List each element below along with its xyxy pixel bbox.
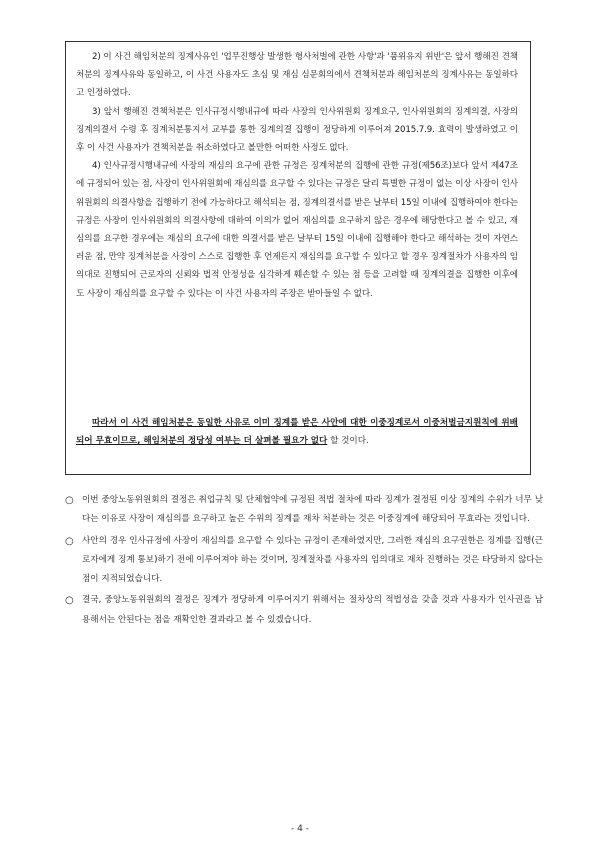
case-summary-box <box>65 41 531 475</box>
circle-bullet-icon: ○ <box>65 535 74 547</box>
bullet-text-1: 이번 중앙노동위원회의 결정은 취업규칙 및 단체협약에 규정된 적법 절차에 따라 징계가 결정된 이상 징계의 수위가 너무 낮다는 이유로 사장이 재심의를 요구하고 높은 수위의 징계를 재차 처분하는 것은 이중징계에 해당되어 무효라는 것입니다. <box>82 495 543 525</box>
conclusion <box>76 414 518 450</box>
paragraph-4: 4) 인사규정시행내규에 사장의 재심의 요구에 관한 규정은 징계처분의 집행에 관한 규정(제56조)보다 앞서 제47조에 규정되어 있는 점, 사장이 인사위원회에 재심의를 요구할 수 있다는 규정은 달리 특별한 규정이 없는 이상 사장이 인사위원회의 의결사항을 집행하기 전에 가능하다고 해석되는 점, 징계의결서를 받은 날부터 15일 이내에 집행하여야 한다는 규정은 사장이 인사위원회의 의결사항에 대하여 이의가 없어 재심의를 요구하지 않은 경우에 해당한다고 볼 수 있고, 재심의를 요구한 경우에는 재심의 요구에 대한 의결서를 받은 날부터 15일 이내에 집행해야 한다고 해석하는 것이 자연스러운 점, 만약 징계처분을 사장이 스스로 집행한 후 언제든지 재심의를 요구할 수 있다고 할 경우 징계절차가 사용자의 임의대로 진행되어 근로자의 신뢰와 법적 안정성을 심각하게 훼손할 수 있는 점 등을 고려할 때 징계의결을 집행한 이후에도 사장이 재심의를 요구할 수 있다는 이 사건 사용자의 주장은 받아들일 수 없다. <box>76 161 518 299</box>
conclusion-emphasis: 따라서 이 사건 해임처분은 동일한 사유로 이미 징계를 받은 사안에 대한 이중징계로서 이중처벌금지원칙에 위배되어 무효이므로, 해임처분의 정당성 여부는 더 살펴볼 필요가 없다 <box>76 418 518 447</box>
commentary-list <box>65 491 543 632</box>
list-item <box>65 491 543 530</box>
list-item <box>65 532 543 590</box>
bullet-text-2: 사안의 경우 인사규정에 사장이 재심의를 요구할 수 있다는 규정이 존재하였지만, 그러한 재심의 요구권한은 징계를 집행(근로자에게 징계 통보)하기 전에 이루어져야 하는 것이며, 징계절차를 사용자의 임의대로 재차 진행하는 것은 타당하지 않다는 점이 지적되었습니다. <box>82 535 543 585</box>
circle-bullet-icon: ○ <box>65 595 74 607</box>
paragraph-2: 2) 이 사건 해임처분의 징계사유인 '업무진행상 발생한 형사처벌에 관한 사항'과 '품위유지 위반'은 앞서 행해진 견책 처분의 징계사유와 동일하고, 이 사건 사용자도 초심 및 재심 심문회의에서 견책처분과 해임처분의 징계사유는 동일하다고 인정하였다. <box>76 52 518 99</box>
paragraph-3: 3) 앞서 행해진 견책처분은 인사규정시행내규에 따라 사장의 인사위원회 징계요구, 인사위원회의 징계의결, 사장의 징계의결서 수령 후 징계처분통지서 교부를 통한 징계의결 집행이 정당하게 이루어져 2015.7.9. 효력이 발생하였고 이후 이 사건 사용자가 견책처분을 취소하였다고 볼만한 어떠한 사정도 없다. <box>76 106 518 154</box>
bullet-text-3: 결국, 중앙노동위원회의 결정은 징계가 정당하게 이루어지기 위해서는 절차상의 적법성을 갖출 것과 사용자가 인사권을 남용해서는 안된다는 점을 재확인한 결과라고 볼 수 있겠습니다. <box>82 595 543 625</box>
list-item <box>65 591 543 630</box>
circle-bullet-icon: ○ <box>65 495 74 506</box>
page-number: - 4 - <box>291 824 309 834</box>
conclusion-tail: 할 것이다. <box>327 436 369 447</box>
